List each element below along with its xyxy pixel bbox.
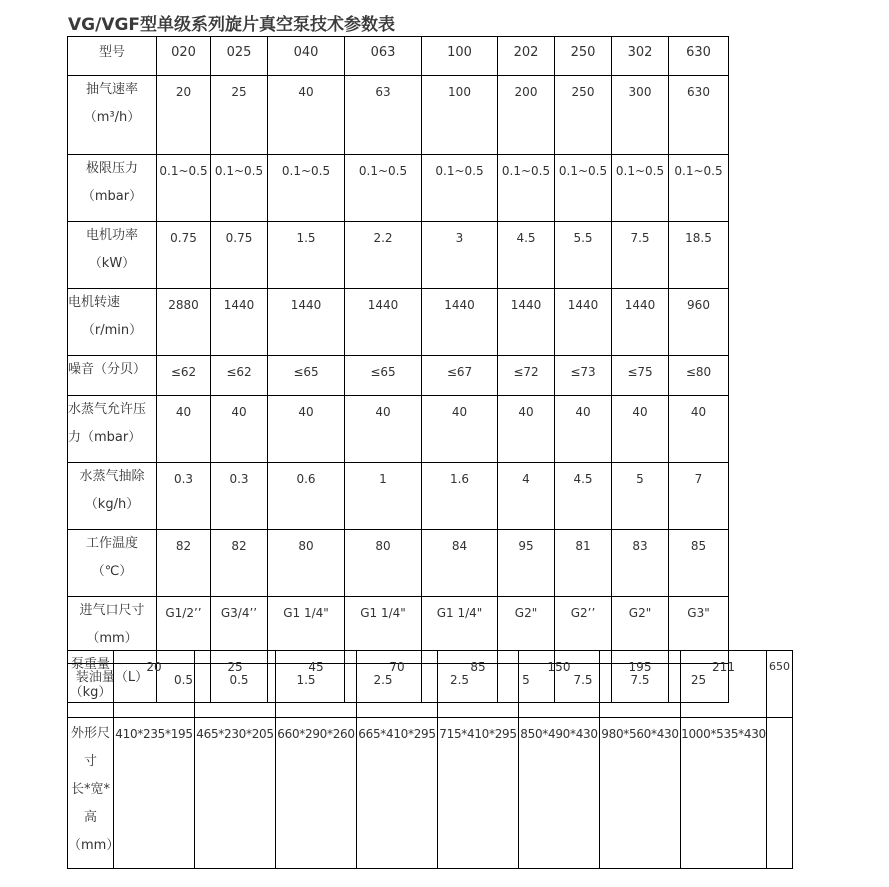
data-cell: 4 — [498, 463, 555, 530]
row-label: 水蒸气抽除 （kg/h） — [68, 463, 157, 530]
data-cell: 83 — [612, 530, 669, 597]
data-cell: ≤62 — [157, 356, 211, 396]
data-cell: 4.5 — [498, 222, 555, 289]
data-cell: 40 — [268, 76, 345, 155]
data-cell: 7.5 — [612, 222, 669, 289]
data-cell: 0.3 — [211, 463, 268, 530]
data-cell: 40 — [157, 396, 211, 463]
data-cell: 70 — [357, 651, 438, 718]
model-cell: 020 — [157, 37, 211, 76]
data-cell: 25 — [669, 664, 729, 703]
model-cell: 302 — [612, 37, 669, 76]
row-label: 极限压力 （mbar） — [68, 155, 157, 222]
data-cell: 0.75 — [211, 222, 268, 289]
data-cell: 150 — [519, 651, 600, 718]
data-cell: G3" — [669, 597, 729, 664]
table-row-motor-speed — [68, 289, 729, 356]
spec-table-weight-dimensions — [67, 650, 793, 869]
data-cell: 0.1~0.5 — [211, 155, 268, 222]
data-cell: 0.1~0.5 — [345, 155, 422, 222]
data-cell: 63 — [345, 76, 422, 155]
data-cell: 84 — [422, 530, 498, 597]
data-cell: 0.1~0.5 — [669, 155, 729, 222]
data-cell: G1 1/4" — [422, 597, 498, 664]
table-row-dimensions — [68, 718, 793, 869]
data-cell: G3/4’’ — [211, 597, 268, 664]
model-cell: 025 — [211, 37, 268, 76]
data-cell: 45 — [276, 651, 357, 718]
data-cell: 0.3 — [157, 463, 211, 530]
data-cell: 1.6 — [422, 463, 498, 530]
model-cell: 630 — [669, 37, 729, 76]
model-header-cell: 型号 — [68, 37, 157, 76]
data-cell: 40 — [345, 396, 422, 463]
data-cell: 20 — [157, 76, 211, 155]
data-cell: 0.1~0.5 — [498, 155, 555, 222]
data-cell: 3 — [422, 222, 498, 289]
data-cell: G2" — [498, 597, 555, 664]
data-cell: 0.1~0.5 — [422, 155, 498, 222]
table-row-pumping-speed — [68, 76, 729, 155]
data-cell: ≤80 — [669, 356, 729, 396]
data-cell: 85 — [438, 651, 519, 718]
row-label: 外形尺 寸 长*宽* 高 （mm） — [68, 718, 114, 869]
row-label: 电机功率 （kW） — [68, 222, 157, 289]
row-label: 泵重量 （kg） — [68, 651, 114, 718]
data-cell: G1 1/4" — [268, 597, 345, 664]
row-label: 工作温度 （℃） — [68, 530, 157, 597]
data-cell: 211 — [681, 651, 767, 718]
model-cell: 040 — [268, 37, 345, 76]
data-cell: 1000*535*430 — [681, 718, 767, 869]
data-cell: ≤65 — [268, 356, 345, 396]
data-cell: 1440 — [268, 289, 345, 356]
data-cell: ≤65 — [345, 356, 422, 396]
data-cell: 300 — [612, 76, 669, 155]
data-cell: 0.5 — [157, 664, 211, 703]
data-cell: 660*290*260 — [276, 718, 357, 869]
data-cell: 40 — [612, 396, 669, 463]
data-cell: 40 — [669, 396, 729, 463]
model-cell: 202 — [498, 37, 555, 76]
data-cell: 5 — [498, 664, 555, 703]
data-cell: 630 — [669, 76, 729, 155]
data-cell: ≤72 — [498, 356, 555, 396]
data-cell: 0.1~0.5 — [157, 155, 211, 222]
data-cell — [767, 718, 793, 869]
data-cell: 465*230*205 — [195, 718, 276, 869]
table-row-working-temperature — [68, 530, 729, 597]
data-cell: 40 — [498, 396, 555, 463]
data-cell: 1.5 — [268, 222, 345, 289]
data-cell: 95 — [498, 530, 555, 597]
data-cell: 82 — [211, 530, 268, 597]
data-cell: 195 — [600, 651, 681, 718]
data-cell: 2880 — [157, 289, 211, 356]
data-cell: G1 1/4" — [345, 597, 422, 664]
data-cell: 1 — [345, 463, 422, 530]
data-cell: 5 — [612, 463, 669, 530]
table-row-pump-weight — [68, 651, 793, 718]
row-label: 噪音（分贝） — [68, 356, 157, 396]
data-cell: 18.5 — [669, 222, 729, 289]
data-cell: 410*235*195 — [114, 718, 195, 869]
data-cell: ≤75 — [612, 356, 669, 396]
data-cell: 5.5 — [555, 222, 612, 289]
data-cell: 82 — [157, 530, 211, 597]
data-cell: 0.1~0.5 — [612, 155, 669, 222]
data-cell: 7.5 — [555, 664, 612, 703]
page-title: VG/VGF型单级系列旋片真空泵技术参数表 — [68, 15, 396, 35]
data-cell: 2.2 — [345, 222, 422, 289]
data-cell: 715*410*295 — [438, 718, 519, 869]
data-cell: 665*410*295 — [357, 718, 438, 869]
data-cell: G2’’ — [555, 597, 612, 664]
data-cell: 4.5 — [555, 463, 612, 530]
data-cell: G1/2’’ — [157, 597, 211, 664]
data-cell: 40 — [555, 396, 612, 463]
data-cell: 0.1~0.5 — [555, 155, 612, 222]
data-cell: 0.1~0.5 — [268, 155, 345, 222]
data-cell: 1.5 — [268, 664, 345, 703]
data-cell: G2" — [612, 597, 669, 664]
data-cell: ≤67 — [422, 356, 498, 396]
data-cell: 650 — [767, 651, 793, 718]
data-cell: 80 — [268, 530, 345, 597]
table-row-model — [68, 37, 729, 76]
table-row-water-vapor-capacity — [68, 463, 729, 530]
data-cell: 250 — [555, 76, 612, 155]
data-cell: 100 — [422, 76, 498, 155]
model-cell: 250 — [555, 37, 612, 76]
row-label: 装油量（L） — [68, 664, 157, 703]
data-cell: 1440 — [555, 289, 612, 356]
table-row-noise — [68, 356, 729, 396]
data-cell: 7 — [669, 463, 729, 530]
data-cell: 81 — [555, 530, 612, 597]
data-cell: 200 — [498, 76, 555, 155]
data-cell: 85 — [669, 530, 729, 597]
data-cell: 850*490*430 — [519, 718, 600, 869]
data-cell: ≤62 — [211, 356, 268, 396]
table-row-water-vapor-pressure — [68, 396, 729, 463]
spec-table-main — [67, 36, 729, 703]
data-cell: 40 — [422, 396, 498, 463]
data-cell: 40 — [211, 396, 268, 463]
data-cell: ≤73 — [555, 356, 612, 396]
data-cell: 980*560*430 — [600, 718, 681, 869]
data-cell: 7.5 — [612, 664, 669, 703]
table-row-ultimate-pressure — [68, 155, 729, 222]
data-cell: 0.75 — [157, 222, 211, 289]
data-cell: 1440 — [612, 289, 669, 356]
model-cell: 063 — [345, 37, 422, 76]
data-cell: 0.6 — [268, 463, 345, 530]
data-cell: 960 — [669, 289, 729, 356]
data-cell: 1440 — [345, 289, 422, 356]
data-cell: 25 — [195, 651, 276, 718]
data-cell: 40 — [268, 396, 345, 463]
row-label: 水蒸气允许压 力（mbar） — [68, 396, 157, 463]
table-row-motor-power — [68, 222, 729, 289]
data-cell: 1440 — [211, 289, 268, 356]
data-cell: 20 — [114, 651, 195, 718]
row-label: 抽气速率 （m³/h） — [68, 76, 157, 155]
data-cell: 1440 — [498, 289, 555, 356]
data-cell: 2.5 — [422, 664, 498, 703]
data-cell: 2.5 — [345, 664, 422, 703]
data-cell: 80 — [345, 530, 422, 597]
data-cell: 25 — [211, 76, 268, 155]
data-cell: 0.5 — [211, 664, 268, 703]
model-cell: 100 — [422, 37, 498, 76]
data-cell: 1440 — [422, 289, 498, 356]
row-label: 电机转速 （r/min） — [68, 289, 157, 356]
row-label: 进气口尺寸 （mm） — [68, 597, 157, 664]
